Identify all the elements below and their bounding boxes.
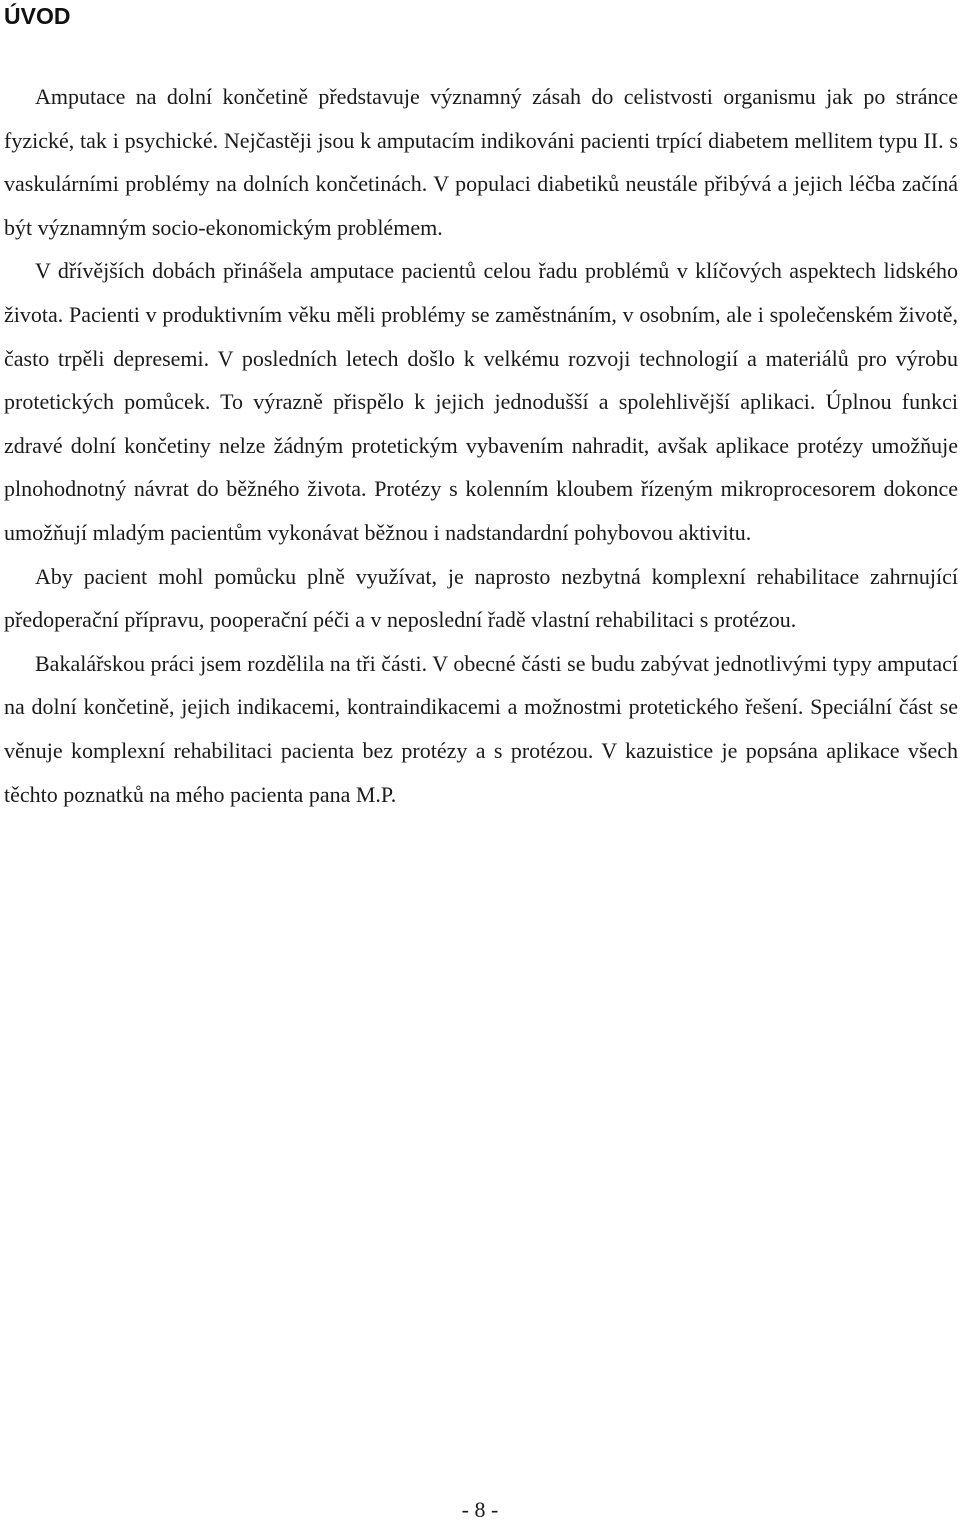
body-text [4,75,958,816]
paragraph-intro: Amputace na dolní končetině představuje významný zásah do celistvosti organismu jak po stránce fyzické, tak i psychické. Nejčastěji jsou k amputacím indikováni pacienti trpící diabetem mellitem typu II. s vaskulárními problémy na dolních končetinách. V populaci diabetiků neustále přibývá a jejich léčba začíná být významným socio-ekonomickým problémem. [4,84,958,240]
paragraph-thesis-structure: Bakalářskou práci jsem rozdělila na tři části. V obecné části se budu zabývat jednotlivými typy amputací na dolní končetině, jejich indikacemi, kontraindikacemi a možnostmi protetického řešení. Speciální část se věnuje komplexní rehabilitaci pacienta bez protézy a s protézou. V kazuistice je popsána aplikace všech těchto poznatků na mého pacienta pana M.P. [4,650,958,807]
section-heading: ÚVOD [4,3,71,29]
paragraph-history: V dřívějších dobách přinášela amputace pacientů celou řadu problémů v klíčových aspektech lidského života. Pacienti v produktivním věku měli problémy se zaměstnáním, v osobním, ale i společenském životě, často trpěli depresemi. V posledních letech došlo k velkému rozvoji technologií a materiálů pro výrobu protetických pomůcek. To výrazně přispělo k jejich jednodušší a spolehlivější aplikaci. Úplnou funkci zdravé dolní končetiny nelze žádným protetickým vybavením nahradit, avšak aplikace protézy umožňuje plnohodnotný návrat do běžného života. Protézy s kolenním kloubem řízeným mikroprocesorem dokonce umožňují mladým pacientům vykonávat běžnou i nadstandardní pohybovou aktivitu. [4,258,958,545]
paragraph-rehabilitation: Aby pacient mohl pomůcku plně využívat, je naprosto nezbytná komplexní rehabilitace zahrnující předoperační přípravu, pooperační péči a v neposlední řadě vlastní rehabilitaci s protézou. [4,563,958,633]
page-number: - 8 - [461,1497,499,1522]
